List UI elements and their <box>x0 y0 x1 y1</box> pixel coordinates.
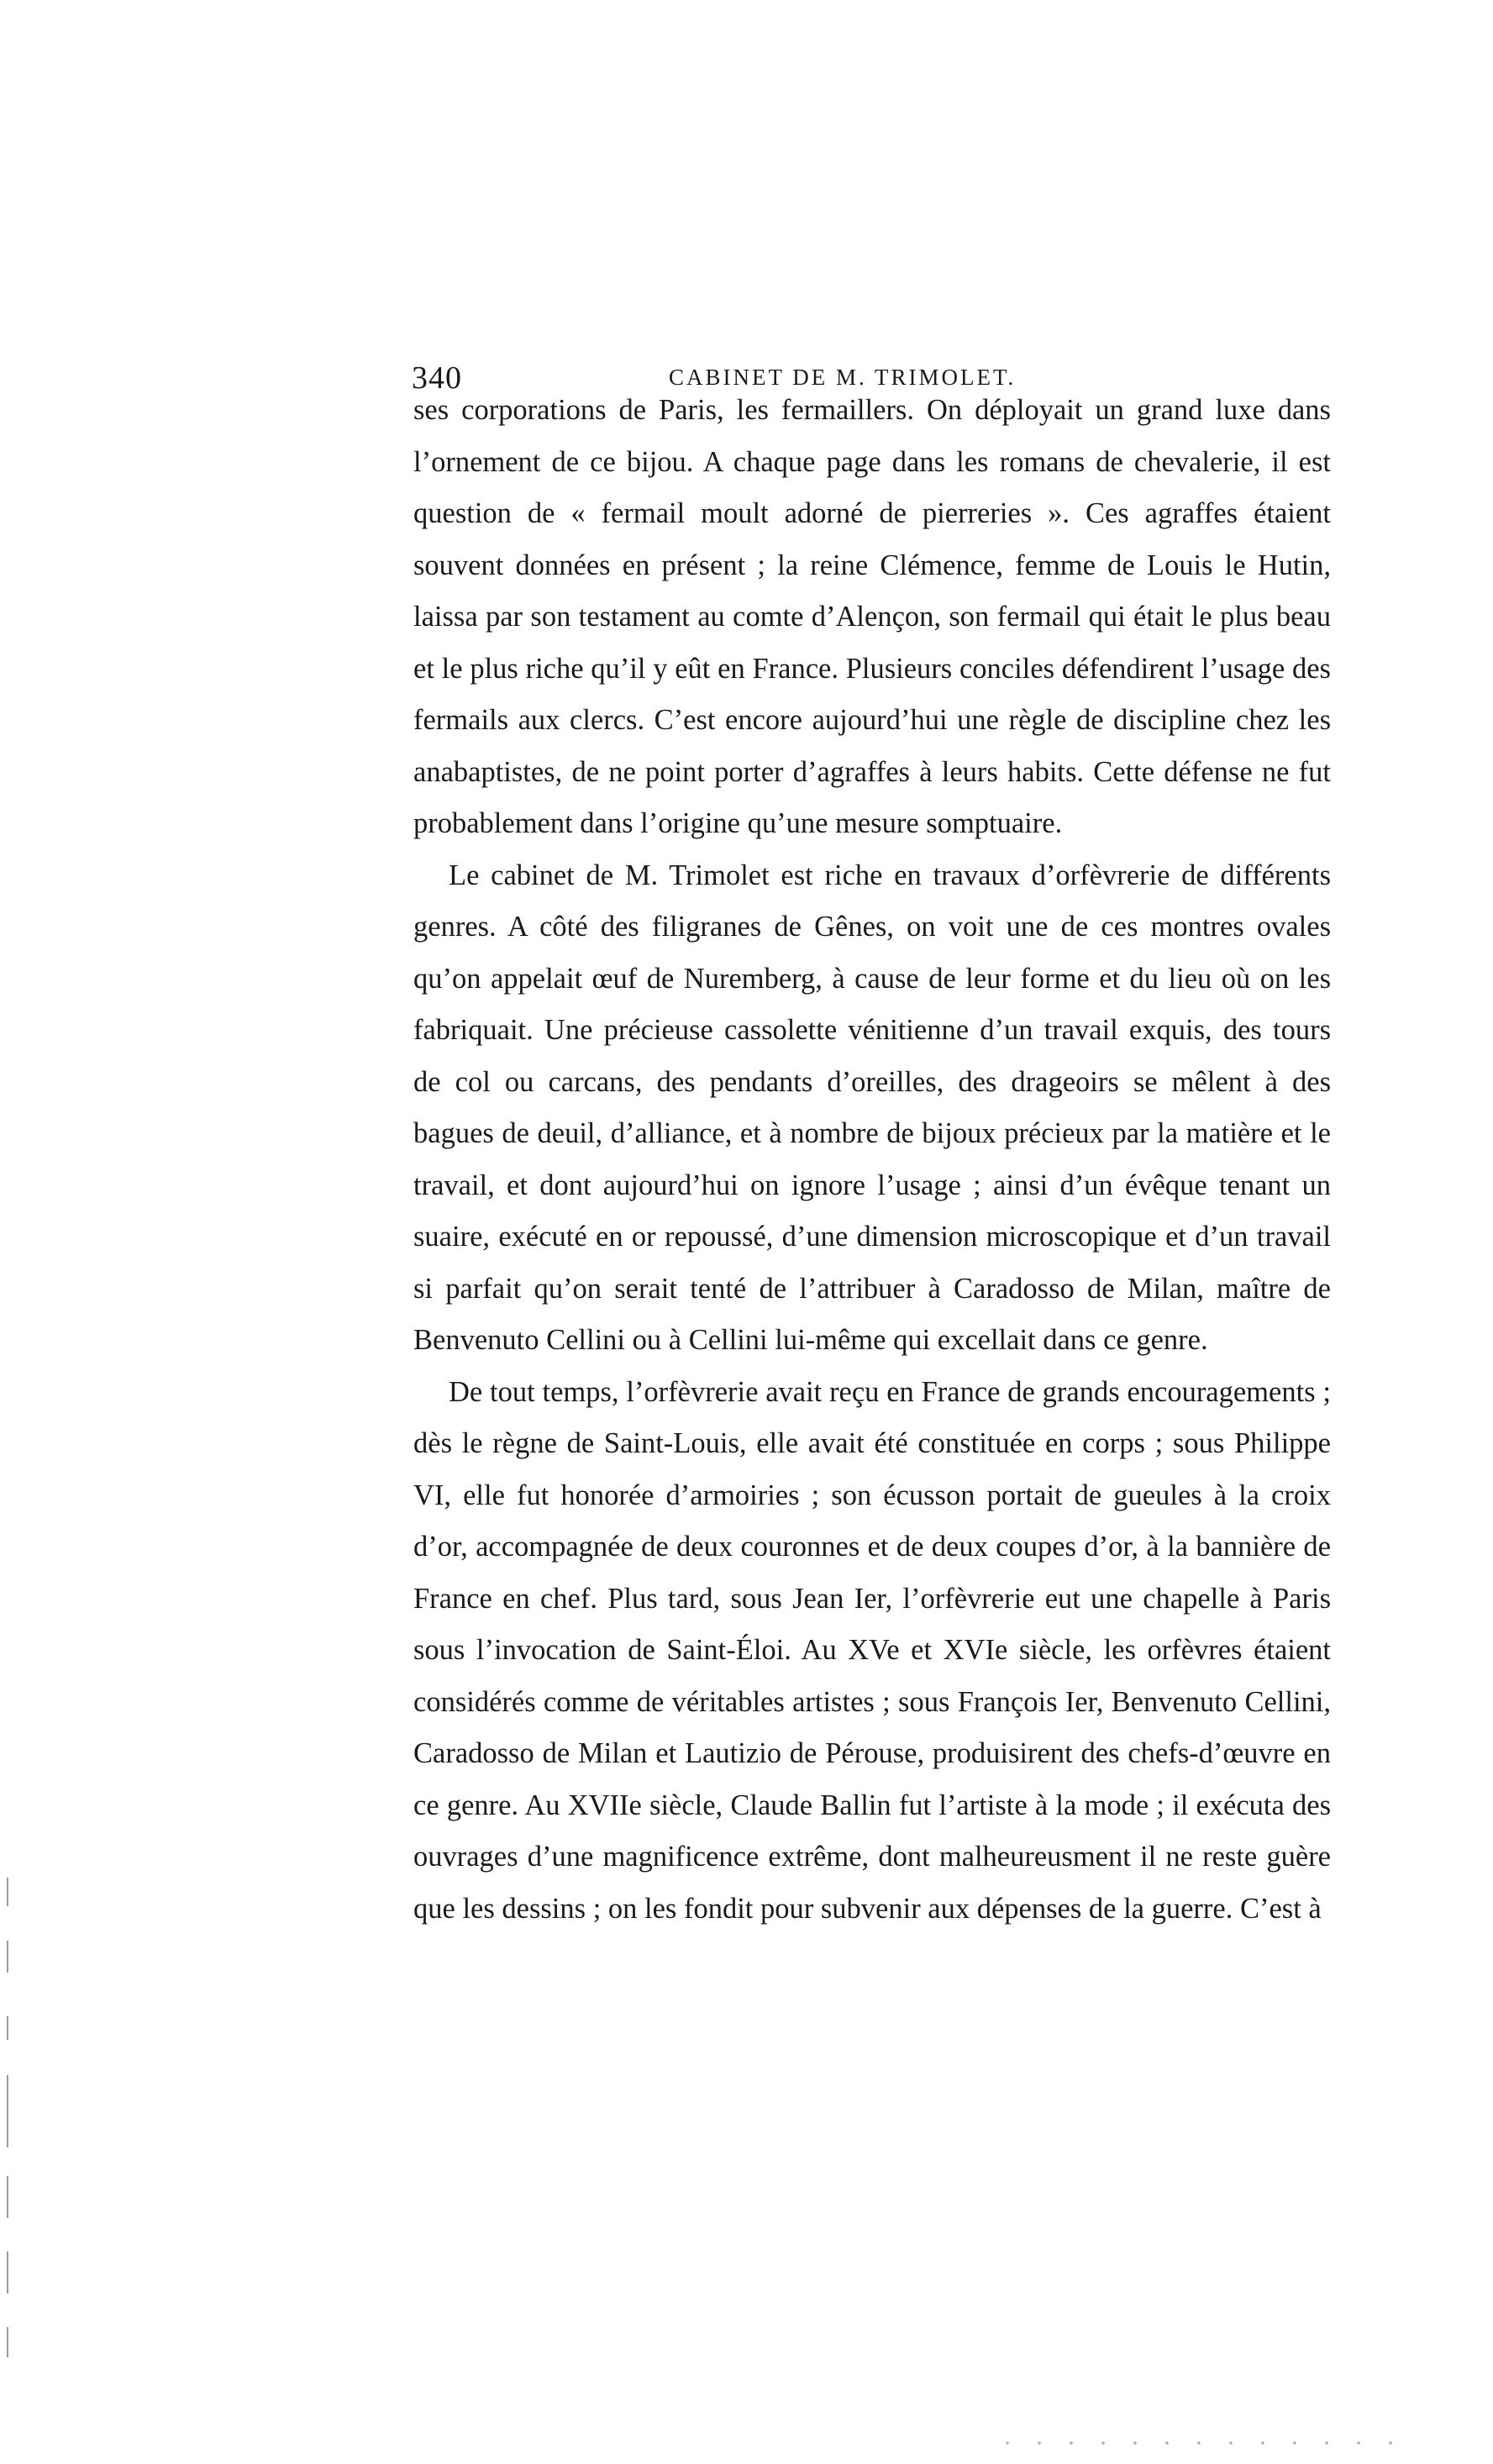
paragraph-cabinet: Le cabinet de M. Trimolet est riche en travaux d’orfèvrerie de différents genres. A côté des filigranes de Gênes, on voit une de ces montres ovales qu’on appelait œuf de Nuremberg, à cause de leur forme et du lieu où on les fabriquait. Une précieuse cassolette vénitienne d’un travail exquis, des tours de col ou carcans, des pendants d’oreilles, des drageoirs se mêlent à des bagues de deuil, d’alliance, et à nombre de bijoux précieux par la matière et le travail, et dont aujourd’hui on ignore l’usage ; ainsi d’un évêque tenant un suaire, exécuté en or repoussé, d’une dimension microscopique et d’un travail si parfait qu’on serait tenté de l’attribuer à Caradosso de Milan, maître de Benvenuto Cellini ou à Cellini lui-même qui excellait dans ce genre. <box>413 859 1331 1356</box>
paragraph-fermails: ses corporations de Paris, les fermaillers. On déployait un grand luxe dans l’ornement de ce bijou. A chaque page dans les romans de chevalerie, il est question de « fermail moult adorné de pierreries ». Ces agraffes étaient souvent données en présent ; la reine Clémence, femme de Louis le Hutin, laissa par son testament au comte d’Alençon, son fermail qui était le plus beau et le plus riche qu’il y eût en France. Plusieurs conciles défendirent l’usage des fermails aux clercs. C’est encore aujourd’hui une règle de discipline chez les anabaptistes, de ne point porter d’agraffes à leurs habits. Cette défense ne fut probablement dans l’origine qu’une mesure somptuaire. <box>413 394 1331 839</box>
body-text <box>413 385 1331 1935</box>
margin-mark <box>7 2075 8 2147</box>
margin-mark <box>7 1941 8 1973</box>
margin-mark <box>7 2016 8 2040</box>
margin-mark <box>7 2251 8 2293</box>
margin-mark <box>7 1878 8 1906</box>
scan-specks <box>991 2440 1395 2446</box>
header-title: CABINET DE M. TRIMOLET. <box>669 365 1017 390</box>
margin-mark <box>7 2176 8 2218</box>
margin-mark <box>7 2327 8 2357</box>
paragraph-orfevrerie: De tout temps, l’orfèvrerie avait reçu en France de grands encouragements ; dès le règne de Saint-Louis, elle avait été constituée en corps ; sous Philippe VI, elle fut honorée d’armoiries ; son écusson portait de gueules à la croix d’or, accompagnée de deux couronnes et de deux coupes d’or, à la bannière de France en chef. Plus tard, sous Jean Ier, l’orfèvrerie eut une chapelle à Paris sous l’invocation de Saint-Éloi. Au XVe et XVIe siècle, les orfèvres étaient considérés comme de véritables artistes ; sous François Ier, Benvenuto Cellini, Caradosso de Milan et Lautizio de Pérouse, produisirent des chefs-d’œuvre en ce genre. Au XVIIe siècle, Claude Ballin fut l’artiste à la mode ; il exécuta des ouvrages d’une magnificence extrême, dont malheureusment il ne reste guère que les dessins ; on les fondit pour subvenir aux dépenses de la guerre. C’est à <box>413 1375 1331 1925</box>
page-number: 340 <box>412 360 462 396</box>
